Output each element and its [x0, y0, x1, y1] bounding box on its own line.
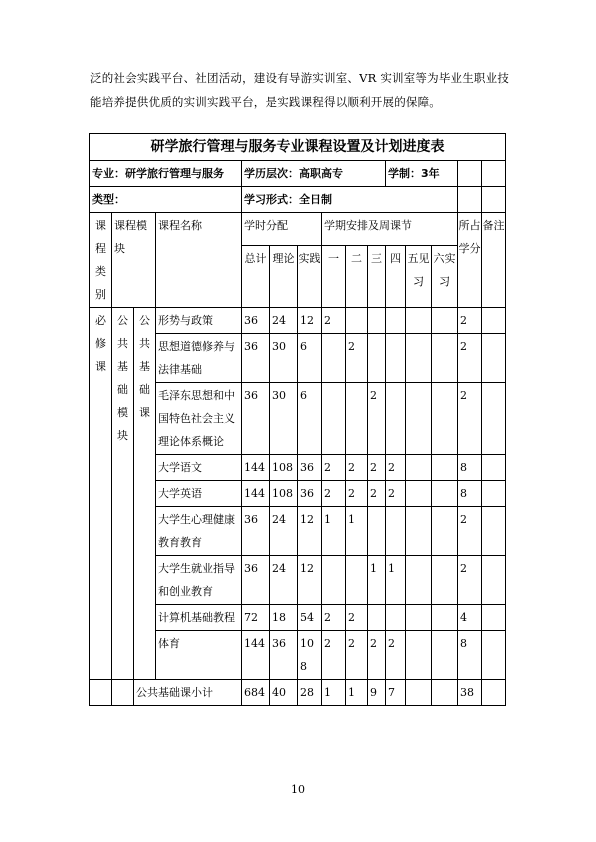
sem1-value: 1 — [322, 507, 346, 556]
subtotal-sem5 — [406, 680, 432, 706]
header-sem3: 三 — [368, 245, 386, 307]
credits-value: 2 — [458, 334, 482, 383]
sem5-value — [406, 556, 432, 605]
sem1-value: 2 — [322, 308, 346, 334]
category-cell: 必修课 — [90, 308, 112, 680]
level-cell: 学历层次：高职高专 — [242, 161, 386, 187]
sem1-value: 2 — [322, 631, 346, 680]
submodule-cell: 公共基础课 — [134, 308, 156, 680]
sem3-value: 2 — [368, 455, 386, 481]
credits-value: 2 — [458, 507, 482, 556]
page-number: 10 — [291, 783, 305, 796]
header-sem6: 六实习 — [432, 245, 458, 307]
header-sem4: 四 — [386, 245, 406, 307]
intro-line-2: 能培养提供优质的实训实践平台，是实践课程得以顺利开展的保障。 — [90, 95, 441, 109]
subtotal-row — [90, 680, 506, 706]
sem1-value: 2 — [322, 455, 346, 481]
header-practice: 实践 — [298, 245, 322, 307]
sem5-value — [406, 455, 432, 481]
header-sem1: 一 — [322, 245, 346, 307]
remarks-value — [482, 631, 506, 680]
theory-hours: 30 — [270, 334, 298, 383]
sem1-value: 2 — [322, 481, 346, 507]
sem6-value — [432, 481, 458, 507]
course-name: 大学英语 — [156, 481, 242, 507]
table-title: 研学旅行管理与服务专业课程设置及计划进度表 — [90, 134, 506, 161]
sem4-value — [386, 334, 406, 383]
remarks-value — [482, 383, 506, 455]
sem6-value — [432, 334, 458, 383]
sem4-value — [386, 308, 406, 334]
total-hours: 36 — [242, 308, 270, 334]
practice-hours: 54 — [298, 605, 322, 631]
sem3-value — [368, 308, 386, 334]
header-sem2: 二 — [346, 245, 368, 307]
subtotal-total: 684 — [242, 680, 270, 706]
sem6-value — [432, 455, 458, 481]
course-name: 思想道德修养与法律基础 — [156, 334, 242, 383]
sem1-value — [322, 556, 346, 605]
sem2-value: 1 — [346, 507, 368, 556]
practice-hours: 12 — [298, 308, 322, 334]
practice-hours: 6 — [298, 334, 322, 383]
sem3-value: 1 — [368, 556, 386, 605]
header-hours: 学时分配 — [242, 213, 322, 246]
sem2-value — [346, 383, 368, 455]
sem3-value — [368, 507, 386, 556]
intro-paragraph — [90, 66, 510, 114]
course-name: 毛泽东思想和中国特色社会主义理论体系概论 — [156, 383, 242, 455]
header-credits: 所占学分 — [458, 213, 482, 308]
header-theory: 理论 — [270, 245, 298, 307]
theory-hours: 36 — [270, 631, 298, 680]
sem1-value: 2 — [322, 605, 346, 631]
remarks-value — [482, 680, 506, 706]
credits-value: 8 — [458, 631, 482, 680]
sem2-value: 2 — [346, 334, 368, 383]
sem4-value: 2 — [386, 455, 406, 481]
credits-value: 2 — [458, 383, 482, 455]
subtotal-sem4: 7 — [386, 680, 406, 706]
sem2-value: 2 — [346, 631, 368, 680]
credits-value: 8 — [458, 481, 482, 507]
theory-hours: 108 — [270, 481, 298, 507]
subtotal-practice: 28 — [298, 680, 322, 706]
sem6-value — [432, 308, 458, 334]
total-hours: 144 — [242, 455, 270, 481]
sem5-value — [406, 308, 432, 334]
empty-cell — [458, 161, 482, 187]
remarks-value — [482, 481, 506, 507]
sem2-value: 2 — [346, 455, 368, 481]
practice-hours: 108 — [298, 631, 322, 680]
sem3-value — [368, 334, 386, 383]
module-cell: 公共基础模块 — [112, 308, 134, 680]
credits-value: 2 — [458, 556, 482, 605]
table-row — [90, 308, 506, 334]
practice-hours: 12 — [298, 556, 322, 605]
subtotal-credits: 38 — [458, 680, 482, 706]
sem1-value — [322, 383, 346, 455]
subtotal-sem2: 1 — [346, 680, 368, 706]
theory-hours: 24 — [270, 556, 298, 605]
sem2-value: 2 — [346, 481, 368, 507]
remarks-value — [482, 308, 506, 334]
sem5-value — [406, 383, 432, 455]
subtotal-theory: 40 — [270, 680, 298, 706]
sem2-value — [346, 556, 368, 605]
practice-hours: 12 — [298, 507, 322, 556]
sem2-value — [346, 308, 368, 334]
remarks-value — [482, 556, 506, 605]
type-cell: 类型： — [90, 187, 242, 213]
sem3-value: 2 — [368, 631, 386, 680]
course-plan-table — [89, 133, 506, 706]
remarks-value — [482, 605, 506, 631]
total-hours: 144 — [242, 481, 270, 507]
sem3-value — [368, 605, 386, 631]
practice-hours: 6 — [298, 383, 322, 455]
subtotal-sem1: 1 — [322, 680, 346, 706]
sem5-value — [406, 631, 432, 680]
course-name: 大学生心理健康教育教育 — [156, 507, 242, 556]
sem4-value: 1 — [386, 556, 406, 605]
sem4-value — [386, 605, 406, 631]
total-hours: 36 — [242, 507, 270, 556]
sem6-value — [432, 605, 458, 631]
remarks-value — [482, 334, 506, 383]
subtotal-sem6 — [432, 680, 458, 706]
sem1-value — [322, 334, 346, 383]
intro-line-1: 泛的社会实践平台、社团活动，建设有导游实训室、VR 实训室等为毕业生职业技 — [90, 71, 510, 85]
remarks-value — [482, 455, 506, 481]
total-hours: 72 — [242, 605, 270, 631]
credits-value: 8 — [458, 455, 482, 481]
course-name: 形势与政策 — [156, 308, 242, 334]
sem6-value — [432, 556, 458, 605]
sem5-value — [406, 507, 432, 556]
sem5-value — [406, 605, 432, 631]
sem6-value — [432, 631, 458, 680]
credits-value: 4 — [458, 605, 482, 631]
theory-hours: 18 — [270, 605, 298, 631]
sem4-value: 2 — [386, 481, 406, 507]
sem4-value — [386, 507, 406, 556]
course-name: 体育 — [156, 631, 242, 680]
practice-hours: 36 — [298, 455, 322, 481]
theory-hours: 30 — [270, 383, 298, 455]
total-hours: 36 — [242, 556, 270, 605]
duration-cell: 学制：3年 — [386, 161, 458, 187]
subtotal-sem3: 9 — [368, 680, 386, 706]
header-sem5: 五见习 — [406, 245, 432, 307]
course-name: 大学生就业指导和创业教育 — [156, 556, 242, 605]
sem6-value — [432, 507, 458, 556]
sem2-value: 2 — [346, 605, 368, 631]
sem5-value — [406, 481, 432, 507]
sem3-value: 2 — [368, 481, 386, 507]
empty-cell — [482, 161, 506, 187]
practice-hours: 36 — [298, 481, 322, 507]
course-name: 大学语文 — [156, 455, 242, 481]
header-module: 课程模块 — [112, 213, 156, 308]
total-hours: 144 — [242, 631, 270, 680]
empty-cell — [90, 680, 112, 706]
study-form-cell: 学习形式：全日制 — [242, 187, 458, 213]
subtotal-name: 公共基础课小计 — [134, 680, 242, 706]
header-semester: 学期安排及周课节 — [322, 213, 458, 246]
major-cell: 专业：研学旅行管理与服务 — [90, 161, 242, 187]
empty-cell — [458, 187, 482, 213]
theory-hours: 24 — [270, 507, 298, 556]
theory-hours: 24 — [270, 308, 298, 334]
header-category: 课程类别 — [90, 213, 112, 308]
sem3-value: 2 — [368, 383, 386, 455]
header-remarks: 备注 — [482, 213, 506, 308]
sem4-value — [386, 383, 406, 455]
sem5-value — [406, 334, 432, 383]
total-hours: 36 — [242, 383, 270, 455]
credits-value: 2 — [458, 308, 482, 334]
empty-cell — [482, 187, 506, 213]
remarks-value — [482, 507, 506, 556]
theory-hours: 108 — [270, 455, 298, 481]
sem4-value: 2 — [386, 631, 406, 680]
header-course-name: 课程名称 — [156, 213, 242, 308]
header-total: 总计 — [242, 245, 270, 307]
sem6-value — [432, 383, 458, 455]
total-hours: 36 — [242, 334, 270, 383]
course-name: 计算机基础教程 — [156, 605, 242, 631]
empty-cell — [112, 680, 134, 706]
